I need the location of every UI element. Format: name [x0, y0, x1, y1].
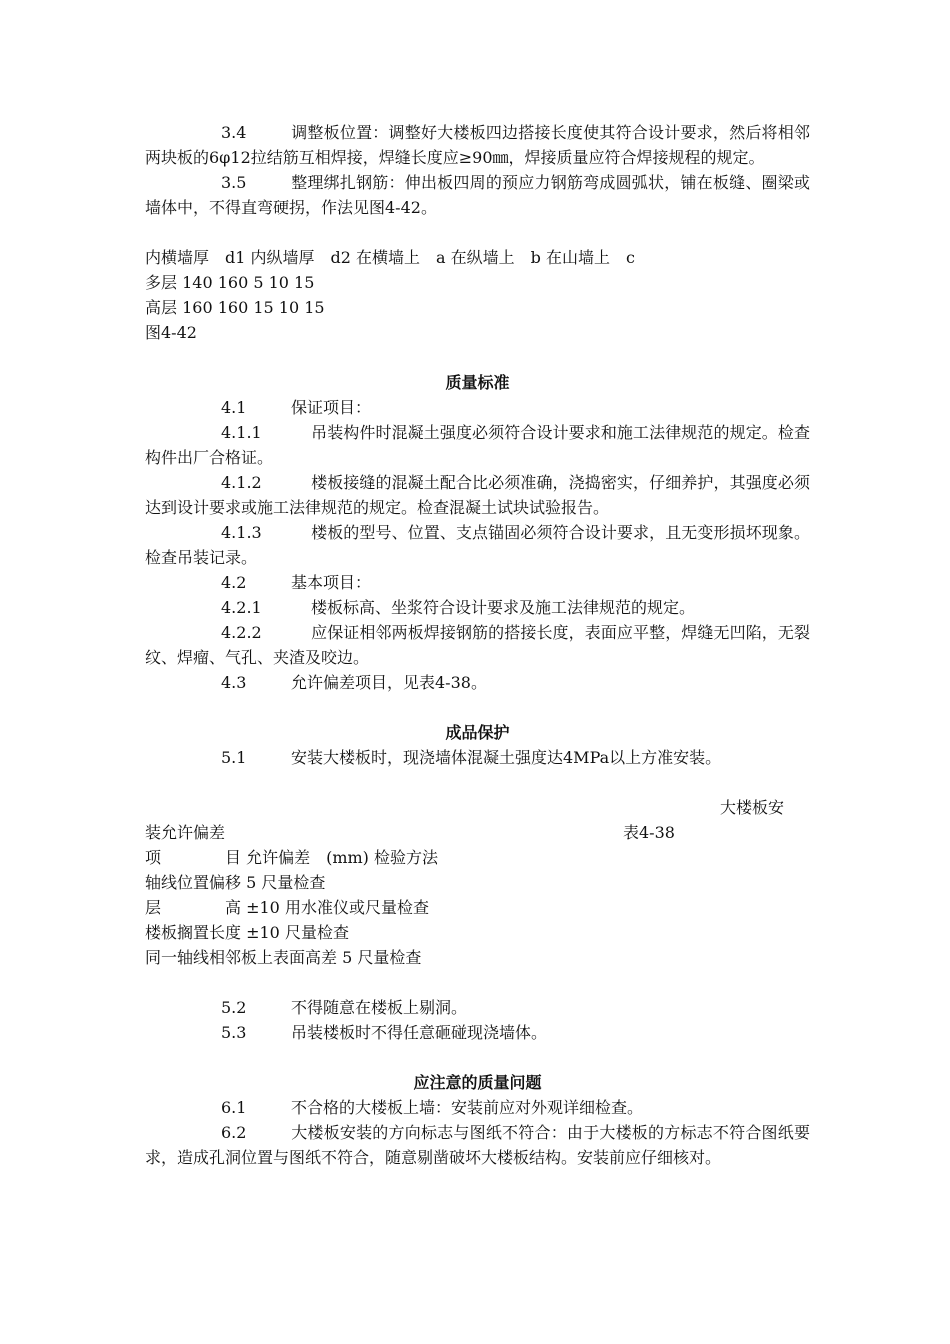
paragraph-3-5: [145, 170, 810, 220]
section-number: 4.1.1: [221, 423, 262, 442]
figure-table-row: 高层 160 160 15 10 15: [145, 298, 325, 317]
issue-item: [145, 1120, 810, 1170]
protection-item: [145, 995, 810, 1020]
table-row: 同一轴线相邻板上表面高差 5 尺量检查: [145, 948, 422, 967]
quality-item: [145, 570, 810, 595]
paragraph-text: 应保证相邻两板焊接钢筋的搭接长度，表面应平整，焊缝无凹陷，无裂纹、焊瘤、气孔、夹渣及咬边。: [145, 623, 810, 667]
section-number: 4.1.2: [221, 473, 262, 492]
section-number: 6.2: [221, 1123, 247, 1142]
section-number: 5.3: [221, 1023, 247, 1042]
figure-table-header: 内横墙厚 d1 内纵墙厚 d2 在横墙上 a 在纵墙上 b 在山墙上 c: [145, 248, 635, 267]
table-number: 表4-38: [623, 823, 675, 842]
section-number: 4.1: [221, 398, 247, 417]
section-heading-quality-issues: 应注意的质量问题: [413, 1073, 542, 1092]
paragraph-text: 基本项目：: [291, 573, 372, 592]
section-number: 5.1: [221, 748, 247, 767]
protection-item: [145, 1020, 810, 1045]
paragraph-3-4: [145, 120, 810, 170]
paragraph-text: 楼板接缝的混凝土配合比必须准确，浇捣密实，仔细养护，其强度必须达到设计要求或施工法律规范的规定。检查混凝土试块试验报告。: [145, 473, 810, 517]
quality-item: [145, 670, 810, 695]
quality-item: [145, 420, 810, 470]
table-title-part-2: 装允许偏差: [145, 823, 226, 842]
paragraph-text: 楼板的型号、位置、支点锚固必须符合设计要求，且无变形损坏现象。检查吊装记录。: [145, 523, 810, 567]
paragraph-text: 整理绑扎钢筋：伸出板四周的预应力钢筋弯成圆弧状，铺在板缝、圈梁或墙体中，不得直弯硬拐，作法见图4-42。: [145, 173, 810, 217]
table-row: 轴线位置偏移 5 尺量检查: [145, 873, 326, 892]
quality-item: [145, 595, 810, 620]
figure-caption: 图4-42: [145, 323, 197, 342]
quality-item: [145, 395, 810, 420]
paragraph-text: 大楼板安装的方向标志与图纸不符合：由于大楼板的方标志不符合图纸要求，造成孔洞位置与图纸不符合，随意剔凿破坏大楼板结构。安装前应仔细核对。: [145, 1123, 810, 1167]
quality-item: [145, 620, 810, 670]
section-number: 4.1.3: [221, 523, 262, 542]
quality-item: [145, 520, 810, 570]
section-number: 4.3: [221, 673, 247, 692]
issue-item: [145, 1095, 810, 1120]
document-page: [145, 120, 810, 1170]
section-number: 3.5: [221, 173, 247, 192]
table-row: 层 高 ±10 用水准仪或尺量检查: [145, 898, 429, 917]
table-title-part-1: 大楼板安: [720, 798, 785, 817]
paragraph-text: 保证项目：: [291, 398, 372, 417]
section-number: 4.2: [221, 573, 247, 592]
protection-item: [145, 745, 810, 770]
section-heading-quality: 质量标准: [445, 373, 510, 392]
section-number: 4.2.2: [221, 623, 262, 642]
figure-table-row: 多层 140 160 5 10 15: [145, 273, 315, 292]
quality-item: [145, 470, 810, 520]
paragraph-text: 不得随意在楼板上剔洞。: [291, 998, 468, 1017]
paragraph-text: 允许偏差项目，见表4-38。: [291, 673, 487, 692]
section-number: 3.4: [221, 123, 247, 142]
section-number: 4.2.1: [221, 598, 262, 617]
paragraph-text: 调整板位置：调整好大楼板四边搭接长度使其符合设计要求，然后将相邻两块板的6φ12拉结筋互相焊接，焊缝长度应≥90㎜，焊接质量应符合焊接规程的规定。: [145, 123, 810, 167]
paragraph-text: 吊装构件时混凝土强度必须符合设计要求和施工法律规范的规定。检查构件出厂合格证。: [145, 423, 810, 467]
paragraph-text: 楼板标高、坐浆符合设计要求及施工法律规范的规定。: [311, 598, 696, 617]
paragraph-text: 安装大楼板时，现浇墙体混凝土强度达4MPa以上方准安装。: [291, 748, 722, 767]
paragraph-text: 不合格的大楼板上墙：安装前应对外观详细检查。: [291, 1098, 644, 1117]
section-number: 6.1: [221, 1098, 247, 1117]
table-title-block: [145, 795, 810, 845]
table-row: 楼板搁置长度 ±10 尺量检查: [145, 923, 349, 942]
paragraph-text: 吊装楼板时不得任意砸碰现浇墙体。: [291, 1023, 548, 1042]
table-header: 项 目 允许偏差 (mm) 检验方法: [145, 848, 439, 867]
section-heading-protection: 成品保护: [445, 723, 510, 742]
section-number: 5.2: [221, 998, 247, 1017]
